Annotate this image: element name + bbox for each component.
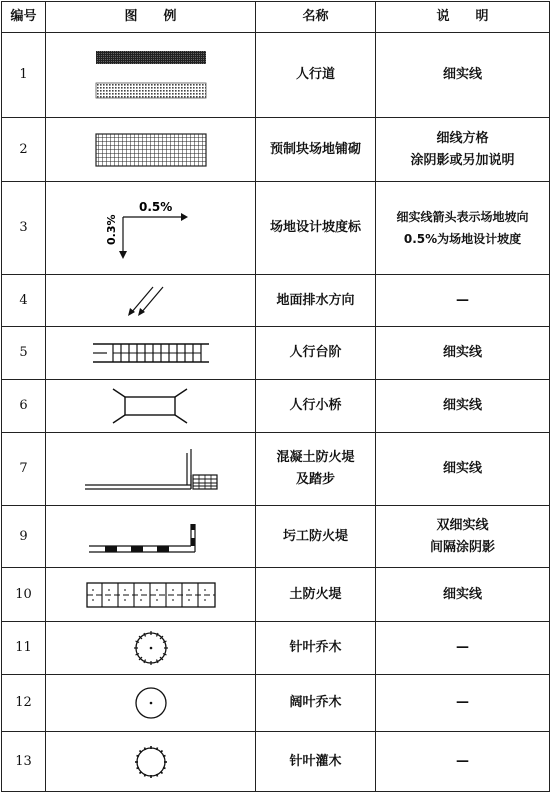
row-num: 7 (2, 433, 46, 506)
row-num: 1 (2, 33, 46, 118)
paving-grid-icon (91, 130, 211, 170)
row-desc: 细实线 (376, 568, 550, 622)
row-num: 2 (2, 118, 46, 182)
row-desc: 双细实线 间隔涂阴影 (376, 506, 550, 568)
legend-table (1, 1, 550, 792)
row-desc: 细实线 (376, 433, 550, 506)
header-desc: 说 明 (376, 2, 550, 33)
concrete-firewall-icon (81, 439, 221, 499)
row-name: 针叶灌木 (256, 732, 376, 792)
row-name: 预制块场地铺砌 (256, 118, 376, 182)
masonry-firewall-icon (81, 512, 221, 562)
table-row (2, 118, 550, 182)
header-name: 名称 (256, 2, 376, 33)
row-desc: 细实线 (376, 33, 550, 118)
row-desc: 细线方格 涂阴影或另加说明 (376, 118, 550, 182)
row-desc: — (376, 622, 550, 675)
table-row (2, 33, 550, 118)
row-name: 混凝土防火堤 及踏步 (256, 433, 376, 506)
row-name: 人行台阶 (256, 327, 376, 380)
table-row (2, 622, 550, 675)
header-row (2, 2, 550, 33)
row-num: 9 (2, 506, 46, 568)
sidewalk-icon (91, 45, 211, 105)
header-legend: 图 例 (46, 2, 256, 33)
row-name: 圬工防火堤 (256, 506, 376, 568)
broadleaf-tree-icon (126, 681, 176, 725)
row-desc: — (376, 275, 550, 327)
table-row (2, 732, 550, 792)
slope-marker-icon (91, 193, 211, 263)
row-desc: — (376, 675, 550, 732)
table-row (2, 327, 550, 380)
row-desc: 细实线 (376, 380, 550, 433)
conifer-shrub-icon (126, 740, 176, 784)
row-name: 人行道 (256, 33, 376, 118)
row-desc: 细实线 (376, 327, 550, 380)
steps-icon (91, 333, 211, 373)
row-name: 针叶乔木 (256, 622, 376, 675)
table-row (2, 182, 550, 275)
row-name: 土防火堤 (256, 568, 376, 622)
row-desc: 细实线箭头表示场地坡向 0.5%为场地设计坡度 (376, 182, 550, 275)
drainage-arrows-icon (91, 281, 211, 321)
row-num: 12 (2, 675, 46, 732)
row-num: 13 (2, 732, 46, 792)
row-desc: — (376, 732, 550, 792)
row-name: 场地设计坡度标 (256, 182, 376, 275)
table-row (2, 380, 550, 433)
row-num: 11 (2, 622, 46, 675)
slope-x-label: 0.5% (138, 200, 172, 214)
row-num: 6 (2, 380, 46, 433)
header-num: 编号 (2, 2, 46, 33)
footbridge-icon (91, 386, 211, 426)
slope-y-label: 0.3% (104, 214, 118, 245)
conifer-tree-icon (126, 626, 176, 670)
row-num: 5 (2, 327, 46, 380)
row-num: 3 (2, 182, 46, 275)
row-num: 4 (2, 275, 46, 327)
table-row (2, 433, 550, 506)
row-name: 阔叶乔木 (256, 675, 376, 732)
table-row (2, 275, 550, 327)
earth-firewall-icon (83, 575, 219, 615)
table-row (2, 675, 550, 732)
row-name: 地面排水方向 (256, 275, 376, 327)
row-num: 10 (2, 568, 46, 622)
table-row (2, 506, 550, 568)
table-row (2, 568, 550, 622)
row-name: 人行小桥 (256, 380, 376, 433)
